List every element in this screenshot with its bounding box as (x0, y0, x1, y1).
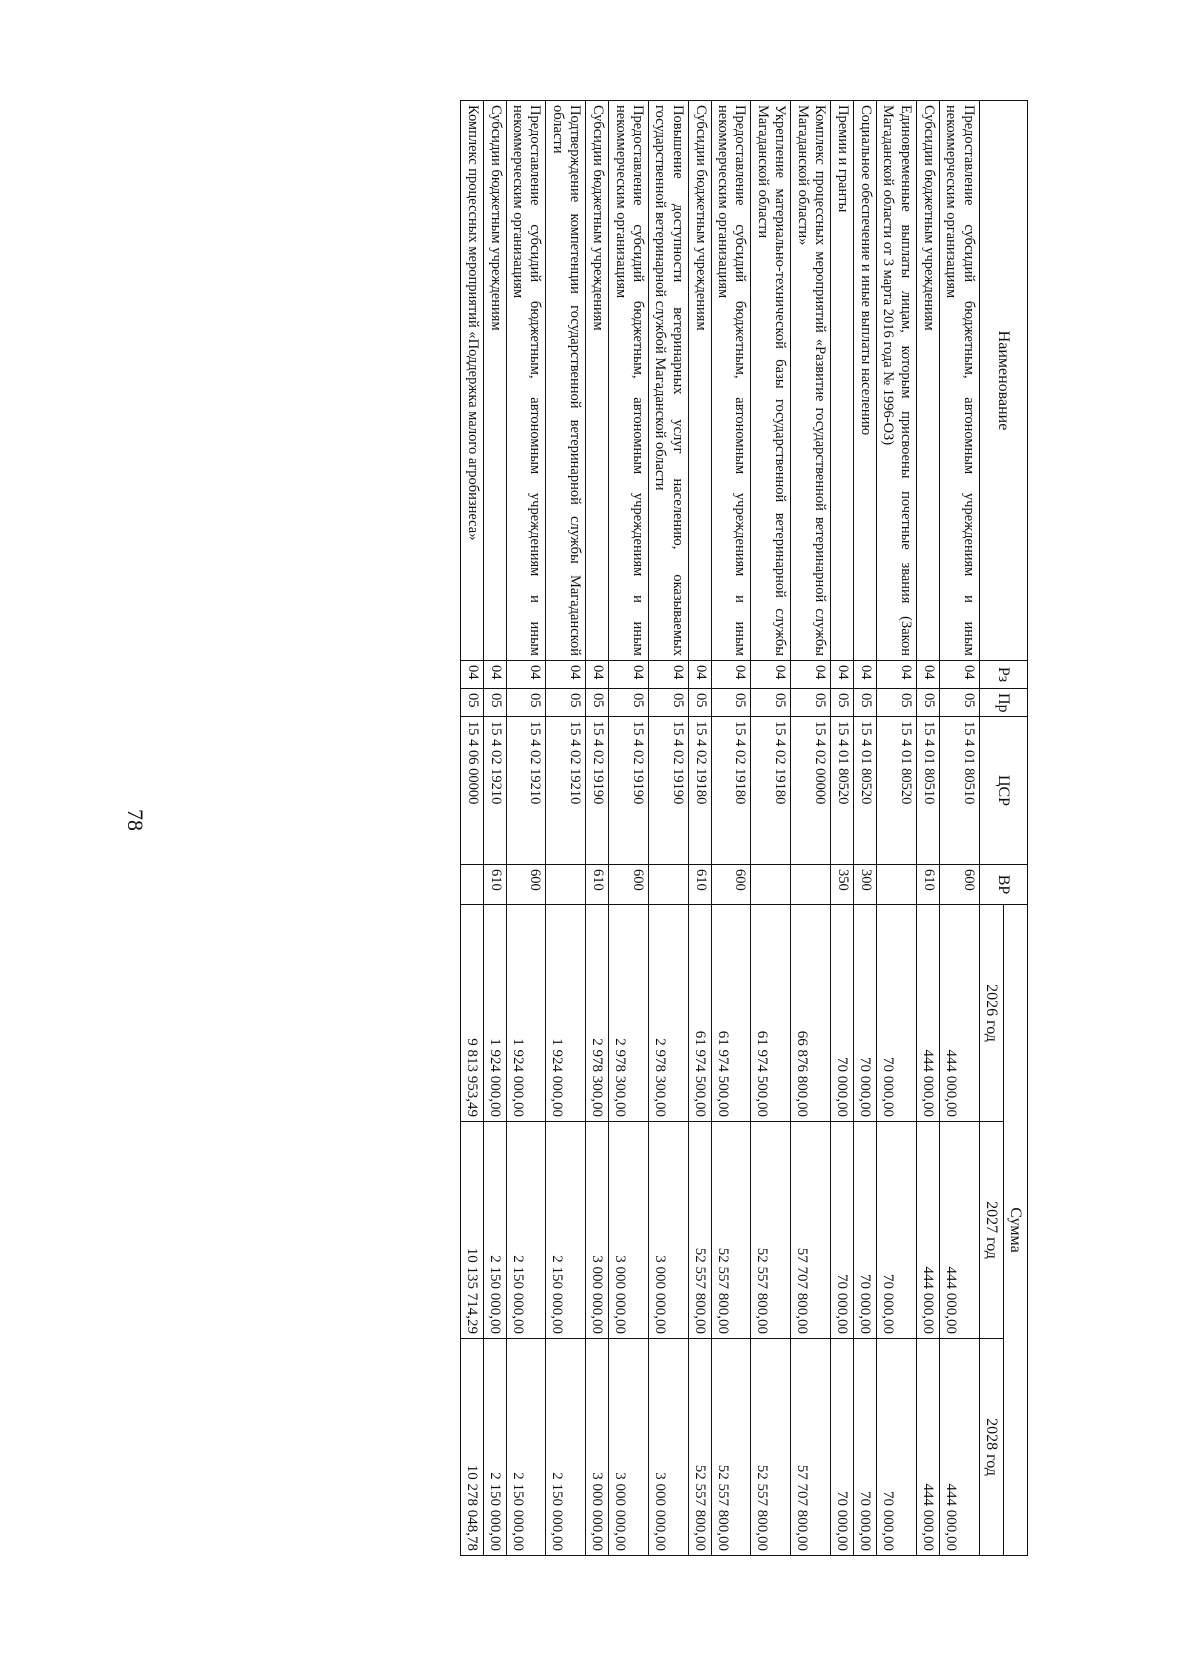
budget-table-rotated (168, 100, 1028, 1555)
cell-vr (751, 865, 791, 905)
table-row (609, 101, 649, 1556)
cell-vr: 600 (609, 865, 649, 905)
cell-2028: 2 150 000,00 (483, 1339, 506, 1556)
table-row (688, 101, 711, 1556)
cell-rz: 04 (831, 661, 854, 689)
table-row (916, 101, 939, 1556)
header-rz: Рз (979, 661, 1027, 689)
cell-rz: 04 (854, 661, 877, 689)
cell-2026: 2 978 300,00 (648, 905, 688, 1122)
cell-2028: 57 707 800,00 (791, 1339, 831, 1556)
cell-2027: 10 135 714,29 (460, 1122, 483, 1339)
cell-csr: 15 4 02 19180 (688, 717, 711, 865)
cell-csr: 15 4 02 19210 (483, 717, 506, 865)
cell-pr: 05 (506, 689, 546, 717)
cell-pr: 05 (648, 689, 688, 717)
cell-pr: 05 (916, 689, 939, 717)
cell-vr: 600 (711, 865, 751, 905)
cell-2028: 52 557 800,00 (751, 1339, 791, 1556)
cell-2027: 444 000,00 (916, 1122, 939, 1339)
page-number: 78 (123, 809, 148, 831)
cell-2026: 66 876 800,00 (791, 905, 831, 1122)
table-row (506, 101, 546, 1556)
cell-rz: 04 (506, 661, 546, 689)
cell-2028: 3 000 000,00 (586, 1339, 609, 1556)
table-row (648, 101, 688, 1556)
cell-csr: 15 4 02 19210 (506, 717, 546, 865)
cell-csr: 15 4 06 00000 (460, 717, 483, 865)
cell-2028: 444 000,00 (916, 1339, 939, 1556)
cell-rz: 04 (916, 661, 939, 689)
cell-pr: 05 (609, 689, 649, 717)
header-sum: Сумма (1003, 905, 1027, 1556)
cell-rz: 04 (460, 661, 483, 689)
cell-2026: 61 974 500,00 (688, 905, 711, 1122)
cell-name: Предоставление субсидий бюджетным, автономным учреждениям и иным некоммерческим организациям (506, 101, 546, 661)
cell-pr: 05 (688, 689, 711, 717)
cell-pr: 05 (711, 689, 751, 717)
cell-rz: 04 (648, 661, 688, 689)
cell-csr: 15 4 02 19190 (648, 717, 688, 865)
cell-pr: 05 (460, 689, 483, 717)
cell-name: Комплекс процессных мероприятий «Поддержка малого агробизнеса» (460, 101, 483, 661)
cell-rz: 04 (877, 661, 917, 689)
cell-2027: 3 000 000,00 (586, 1122, 609, 1339)
cell-vr: 600 (506, 865, 546, 905)
cell-vr (546, 865, 586, 905)
cell-pr: 05 (546, 689, 586, 717)
cell-vr (791, 865, 831, 905)
cell-pr: 05 (939, 689, 979, 717)
cell-name: Субсидии бюджетным учреждениям (586, 101, 609, 661)
cell-vr: 610 (586, 865, 609, 905)
cell-2028: 70 000,00 (831, 1339, 854, 1556)
cell-csr: 15 4 01 80520 (877, 717, 917, 865)
cell-2027: 444 000,00 (939, 1122, 979, 1339)
table-row (751, 101, 791, 1556)
header-name: Наименование (979, 101, 1027, 661)
cell-rz: 04 (483, 661, 506, 689)
cell-2028: 444 000,00 (939, 1339, 979, 1556)
cell-name: Предоставление субсидий бюджетным, автономным учреждениям и иным некоммерческим организациям (711, 101, 751, 661)
cell-pr: 05 (854, 689, 877, 717)
cell-name: Субсидии бюджетным учреждениям (688, 101, 711, 661)
cell-2026: 61 974 500,00 (711, 905, 751, 1122)
cell-name: Подтверждение компетенции государственной ветеринарной службы Магаданской области (546, 101, 586, 661)
table-row (831, 101, 854, 1556)
cell-pr: 05 (483, 689, 506, 717)
cell-rz: 04 (939, 661, 979, 689)
cell-2027: 2 150 000,00 (483, 1122, 506, 1339)
cell-pr: 05 (831, 689, 854, 717)
budget-table-frame (168, 100, 1028, 1555)
table-row (546, 101, 586, 1556)
table-body (460, 101, 979, 1556)
cell-name: Предоставление субсидий бюджетным, автономным учреждениям и иным некоммерческим организациям (939, 101, 979, 661)
cell-2026: 61 974 500,00 (751, 905, 791, 1122)
cell-rz: 04 (609, 661, 649, 689)
cell-rz: 04 (711, 661, 751, 689)
cell-2028: 3 000 000,00 (609, 1339, 649, 1556)
cell-rz: 04 (791, 661, 831, 689)
table-row (460, 101, 483, 1556)
cell-2027: 57 707 800,00 (791, 1122, 831, 1339)
cell-name: Единовременные выплаты лицам, которым присвоены почетные звания (Закон Магаданской области от 3 марта 2016 года № 1996-ОЗ) (877, 101, 917, 661)
cell-rz: 04 (586, 661, 609, 689)
cell-vr: 610 (483, 865, 506, 905)
cell-name: Премии и гранты (831, 101, 854, 661)
cell-pr: 05 (586, 689, 609, 717)
cell-rz: 04 (751, 661, 791, 689)
table-row (854, 101, 877, 1556)
table-row (586, 101, 609, 1556)
cell-2027: 52 557 800,00 (751, 1122, 791, 1339)
cell-2028: 52 557 800,00 (688, 1339, 711, 1556)
cell-name: Предоставление субсидий бюджетным, автономным учреждениям и иным некоммерческим организациям (609, 101, 649, 661)
cell-2028: 10 278 048,78 (460, 1339, 483, 1556)
cell-2026: 2 978 300,00 (609, 905, 649, 1122)
cell-2028: 70 000,00 (854, 1339, 877, 1556)
cell-csr: 15 4 01 80510 (916, 717, 939, 865)
cell-2028: 70 000,00 (877, 1339, 917, 1556)
cell-csr: 15 4 02 19190 (609, 717, 649, 865)
cell-name: Социальное обеспечение и иные выплаты населению (854, 101, 877, 661)
cell-csr: 15 4 02 19210 (546, 717, 586, 865)
cell-vr (877, 865, 917, 905)
cell-2026: 1 924 000,00 (483, 905, 506, 1122)
cell-rz: 04 (546, 661, 586, 689)
cell-pr: 05 (751, 689, 791, 717)
cell-vr: 610 (916, 865, 939, 905)
cell-2026: 444 000,00 (916, 905, 939, 1122)
cell-2027: 2 150 000,00 (546, 1122, 586, 1339)
cell-vr (648, 865, 688, 905)
cell-2027: 52 557 800,00 (711, 1122, 751, 1339)
header-vr: ВР (979, 865, 1027, 905)
table-row (711, 101, 751, 1556)
cell-2026: 70 000,00 (877, 905, 917, 1122)
cell-name: Субсидии бюджетным учреждениям (916, 101, 939, 661)
cell-name: Комплекс процессных мероприятий «Развитие государственной ветеринарной службы Магаданской области» (791, 101, 831, 661)
cell-2028: 2 150 000,00 (546, 1339, 586, 1556)
cell-csr: 15 4 01 80510 (939, 717, 979, 865)
header-csr: ЦСР (979, 717, 1027, 865)
cell-csr: 15 4 02 19180 (751, 717, 791, 865)
table-row (791, 101, 831, 1556)
cell-vr: 300 (854, 865, 877, 905)
cell-2026: 1 924 000,00 (506, 905, 546, 1122)
cell-2026: 2 978 300,00 (586, 905, 609, 1122)
cell-name: Повышение доступности ветеринарных услуг населению, оказываемых государственной ветеринарной службой Магаданской области (648, 101, 688, 661)
cell-2028: 2 150 000,00 (506, 1339, 546, 1556)
cell-2027: 70 000,00 (877, 1122, 917, 1339)
budget-table (460, 100, 1028, 1556)
table-row (939, 101, 979, 1556)
cell-2027: 70 000,00 (854, 1122, 877, 1339)
cell-vr: 350 (831, 865, 854, 905)
header-2027: 2027 год (979, 1122, 1003, 1339)
cell-csr: 15 4 02 00000 (791, 717, 831, 865)
cell-2027: 70 000,00 (831, 1122, 854, 1339)
cell-2026: 9 813 953,49 (460, 905, 483, 1122)
cell-csr: 15 4 02 19190 (586, 717, 609, 865)
cell-vr: 600 (939, 865, 979, 905)
cell-vr: 610 (688, 865, 711, 905)
cell-2027: 3 000 000,00 (609, 1122, 649, 1339)
cell-csr: 15 4 01 80520 (831, 717, 854, 865)
cell-2027: 3 000 000,00 (648, 1122, 688, 1339)
cell-2028: 52 557 800,00 (711, 1339, 751, 1556)
header-2026: 2026 год (979, 905, 1003, 1122)
cell-rz: 04 (688, 661, 711, 689)
cell-csr: 15 4 02 19180 (711, 717, 751, 865)
table-row (483, 101, 506, 1556)
cell-2026: 444 000,00 (939, 905, 979, 1122)
header-2028: 2028 год (979, 1339, 1003, 1556)
header-pr: Пр (979, 689, 1027, 717)
cell-pr: 05 (877, 689, 917, 717)
cell-2026: 70 000,00 (854, 905, 877, 1122)
cell-2028: 3 000 000,00 (648, 1339, 688, 1556)
cell-2026: 1 924 000,00 (546, 905, 586, 1122)
cell-2027: 52 557 800,00 (688, 1122, 711, 1339)
cell-2027: 2 150 000,00 (506, 1122, 546, 1339)
cell-2026: 70 000,00 (831, 905, 854, 1122)
cell-csr: 15 4 01 80520 (854, 717, 877, 865)
cell-vr (460, 865, 483, 905)
table-row (877, 101, 917, 1556)
table-header (979, 101, 1027, 1556)
cell-name: Субсидии бюджетным учреждениям (483, 101, 506, 661)
cell-name: Укрепление материально-технической базы государственной ветеринарной службы Магаданской области (751, 101, 791, 661)
cell-pr: 05 (791, 689, 831, 717)
